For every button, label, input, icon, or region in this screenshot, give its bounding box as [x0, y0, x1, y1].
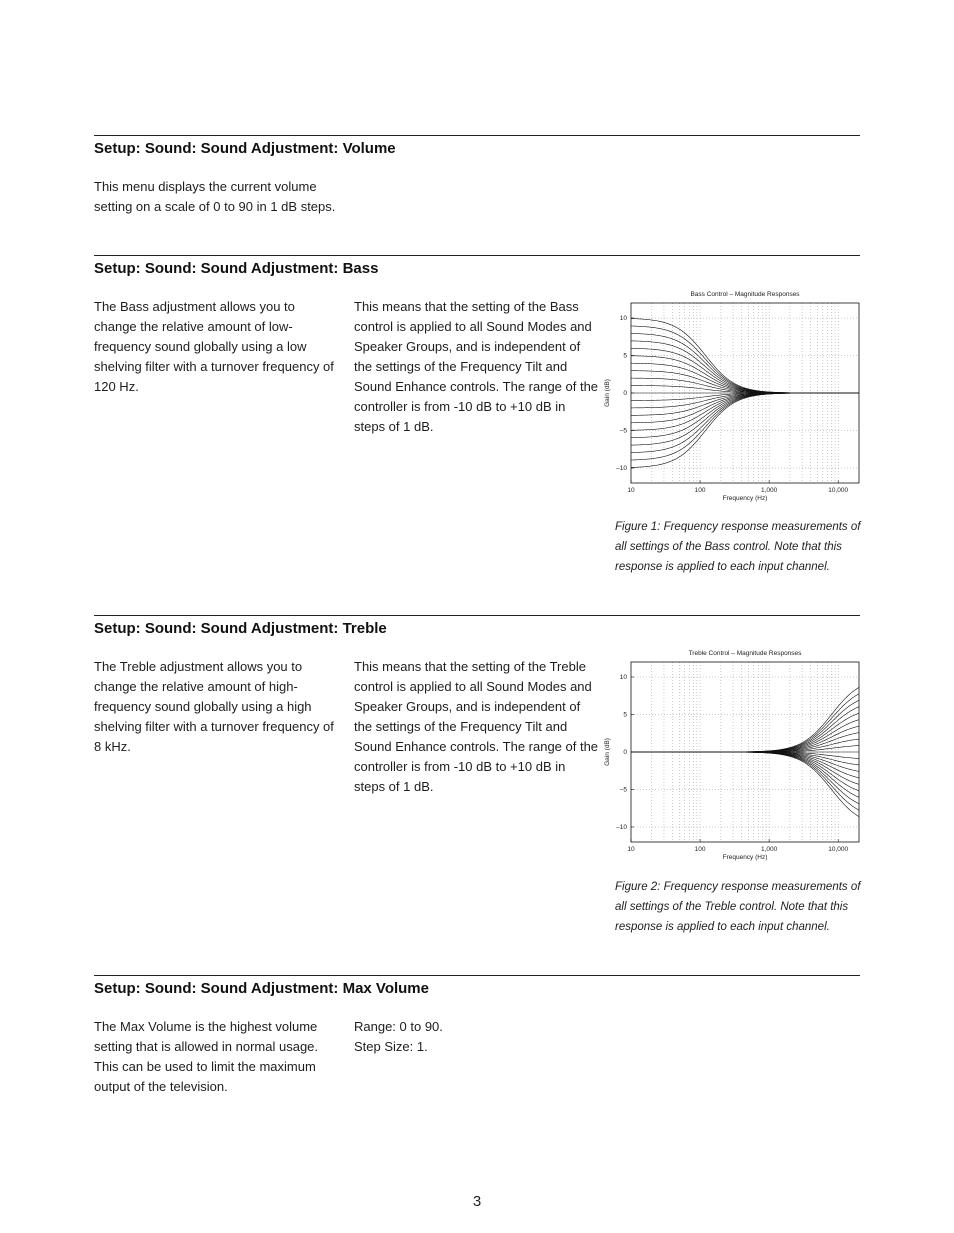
series-line	[631, 348, 859, 393]
x-tick-label: 10	[627, 487, 635, 494]
series-line	[631, 687, 859, 752]
series-line	[631, 726, 859, 752]
y-tick-label: –10	[616, 465, 627, 473]
series-line	[631, 752, 859, 778]
treble-description-col2	[354, 657, 600, 797]
maxvolume-heading: Setup: Sound: Sound Adjustment: Max Volume	[94, 980, 429, 997]
treble-text-2: This means that the setting of the Treble control is applied to all Sound Modes and Speaker Groups, and is independent of the settings of the Frequency Tilt and Sound Enhance controls. The range of the controller is from -10 dB to +10 dB in steps of 1 dB.	[354, 659, 599, 794]
y-tick-label: –5	[619, 427, 627, 435]
maxvolume-range: Range: 0 to 90.	[354, 1019, 443, 1034]
series-line	[631, 752, 859, 784]
series-line	[631, 752, 859, 804]
volume-description	[94, 177, 352, 217]
series-line	[631, 326, 859, 393]
series-line	[631, 746, 859, 752]
x-axis-label: Frequency (Hz)	[722, 854, 768, 861]
y-tick-label: –5	[619, 786, 627, 794]
bass-chart-svg	[600, 285, 870, 510]
maxvolume-text: The Max Volume is the highest volume setting that is allowed in normal usage. This can be used to limit the maximum output of the television.	[94, 1019, 319, 1094]
bass-description-col2	[354, 297, 600, 437]
bass-text-1: The Bass adjustment allows you to change the relative amount of low-frequency sound globally using a low shelving filter with a turnover frequency of 120 Hz.	[94, 299, 334, 394]
series-line	[631, 393, 859, 438]
page-number: 3	[472, 1193, 482, 1210]
y-tick-label: 10	[619, 674, 627, 682]
treble-description-col1	[94, 657, 340, 757]
treble-chart-svg	[600, 644, 870, 869]
y-tick-label: 5	[623, 711, 627, 719]
treble-heading: Setup: Sound: Sound Adjustment: Treble	[94, 620, 387, 637]
series-line	[631, 707, 859, 752]
series-line	[631, 393, 859, 460]
series-line	[631, 739, 859, 752]
treble-chart	[600, 644, 870, 869]
series-line	[631, 720, 859, 752]
treble-figure-caption: Figure 2: Frequency response measurements of all settings of the Treble control. Note that this response is applied to each input channel.	[615, 881, 861, 933]
series-line	[631, 341, 859, 393]
maxvolume-section-rule	[94, 975, 860, 976]
y-tick-label: 10	[619, 315, 627, 323]
series-line	[631, 393, 859, 430]
maxvolume-specs	[354, 1017, 600, 1057]
x-tick-label: 10,000	[828, 487, 849, 494]
x-tick-label: 1,000	[760, 487, 778, 494]
series-line	[631, 752, 859, 797]
x-tick-label: 1,000	[760, 846, 778, 853]
maxvolume-description	[94, 1017, 340, 1097]
series-line	[631, 752, 859, 765]
bass-text-2: This means that the setting of the Bass control is applied to all Sound Modes and Speaker Groups, and is independent of the settings of the Frequency Tilt and Sound Enhance controls. The range of the controller is from -10 dB to +10 dB in steps of 1 dB.	[354, 299, 599, 434]
bass-description-col1	[94, 297, 340, 397]
y-axis-label: Gain (dB)	[604, 738, 611, 766]
volume-section-rule	[94, 135, 860, 136]
series-line	[631, 752, 859, 758]
series-line	[631, 700, 859, 752]
y-tick-label: 0	[623, 390, 627, 398]
x-tick-label: 10,000	[828, 846, 849, 853]
volume-heading: Setup: Sound: Sound Adjustment: Volume	[94, 140, 396, 157]
series-line	[631, 393, 859, 445]
series-line	[631, 752, 859, 817]
bass-chart	[600, 285, 870, 510]
bass-section-rule	[94, 255, 860, 256]
y-tick-label: 5	[623, 352, 627, 360]
series-line	[631, 333, 859, 393]
y-tick-label: 0	[623, 749, 627, 757]
chart-title: Treble Control – Magnitude Responses	[688, 650, 802, 657]
volume-text: This menu displays the current volume setting on a scale of 0 to 90 in 1 dB steps.	[94, 179, 336, 214]
treble-section-rule	[94, 615, 860, 616]
maxvolume-step-size: Step Size: 1.	[354, 1039, 428, 1054]
chart-series	[631, 687, 859, 816]
x-axis-label: Frequency (Hz)	[722, 495, 768, 502]
y-axis-label: Gain (dB)	[604, 379, 611, 407]
chart-title: Bass Control – Magnitude Responses	[690, 291, 800, 298]
series-line	[631, 356, 859, 393]
x-tick-label: 10	[627, 846, 635, 853]
bass-figure-caption: Figure 1: Frequency response measurements of all settings of the Bass control. Note that this response is applied to each input channel.	[615, 521, 861, 573]
series-line	[631, 393, 859, 453]
x-tick-label: 100	[694, 487, 706, 494]
y-tick-label: –10	[616, 824, 627, 832]
chart-series	[631, 319, 859, 468]
x-tick-label: 100	[694, 846, 706, 853]
bass-heading: Setup: Sound: Sound Adjustment: Bass	[94, 260, 379, 277]
treble-text-1: The Treble adjustment allows you to change the relative amount of high-frequency sound globally using a high shelving filter with a turnover frequency of 8 kHz.	[94, 659, 334, 754]
